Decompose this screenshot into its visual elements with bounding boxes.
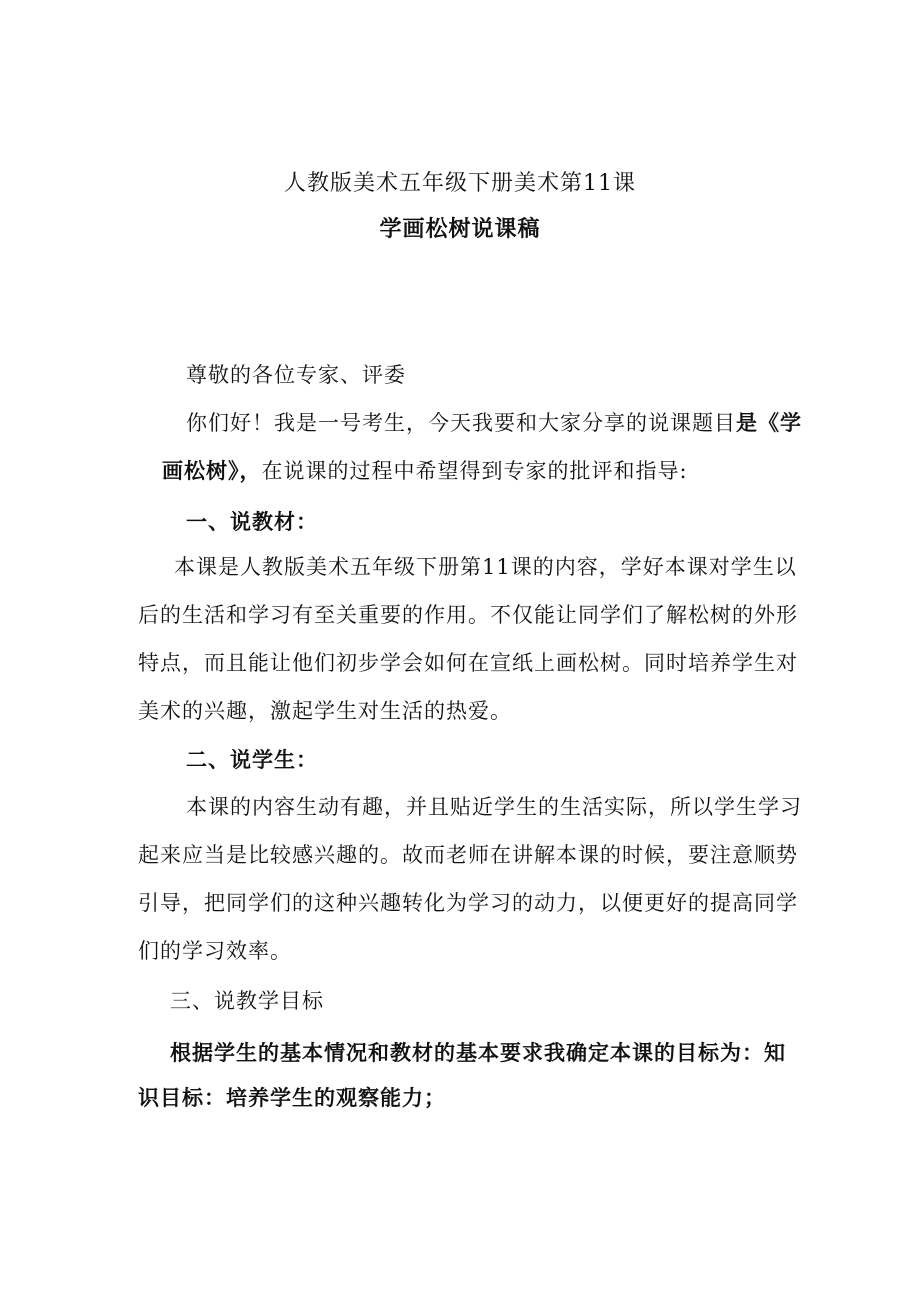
intro-line-1-text: 你们好！我是一号考生，今天我要和大家分享的说课题目 [186, 411, 736, 435]
section-2-line: 本课的内容生动有趣，并且贴近学生的生活实际，所以学生学习 [186, 795, 802, 819]
section-3-heading: 三、说教学目标 [170, 989, 324, 1013]
section-1-line: 美术的兴趣，激起学生对生活的热爱。 [138, 699, 512, 723]
intro-line-1 [186, 408, 802, 438]
section-2-heading: 二、说学生： [186, 747, 318, 772]
section-3-line: 识目标：培养学生的观察能力； [138, 1085, 446, 1110]
intro-line-2-text: 在说课的过程中希望得到专家的批评和指导: [261, 459, 688, 483]
intro-line-1-bold: 是《学 [736, 410, 802, 435]
section-1-line: 后的生活和学习有至关重要的作用。不仅能让同学们了解松树的外形 [138, 603, 798, 627]
section-1-line: 特点，而且能让他们初步学会如何在宣纸上画松树。同时培养学生对 [138, 651, 798, 675]
section-2-line: 们的学习效率。 [138, 939, 292, 963]
intro-line-2-bold: 画松树》， [162, 458, 262, 483]
section-2-line: 起来应当是比较感兴趣的。故而老师在讲解本课的时候，要注意顺势 [138, 843, 798, 867]
document-title: 人教版美术五年级下册美术第11课 [284, 171, 636, 196]
section-1-heading: 一、说教材： [186, 509, 318, 534]
section-2-line: 引导，把同学们的这种兴趣转化为学习的动力，以便更好的提高同学 [138, 891, 798, 915]
intro-line-2 [162, 456, 762, 486]
document-subtitle: 学画松树说课稿 [379, 216, 541, 242]
section-1-line: 本课是人教版美术五年级下册第11课的内容，学好本课对学生以 [174, 555, 797, 579]
greeting: 尊敬的各位专家、评委 [186, 363, 406, 387]
section-3-line: 根据学生的基本情况和教材的基本要求我确定本课的目标为：知 [170, 1040, 786, 1065]
